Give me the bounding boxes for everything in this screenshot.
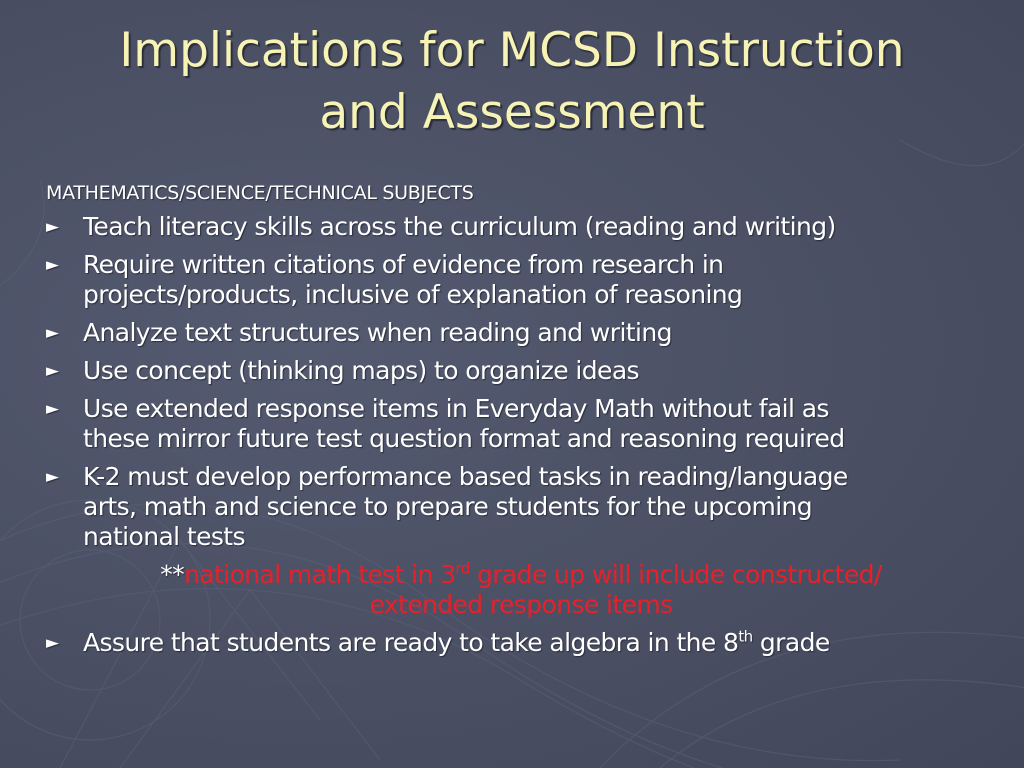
bullet-item <box>46 356 996 386</box>
note-superscript: rd <box>455 559 470 578</box>
bullet-text: these mirror future test question format and reasoning required <box>83 424 845 453</box>
section-subheading: MATHEMATICS/SCIENCE/TECHNICAL SUBJECTS <box>46 182 474 204</box>
bullet-text: Use concept (thinking maps) to organize ideas <box>83 356 639 385</box>
bullet-item <box>46 318 996 348</box>
bullet-list <box>46 212 996 666</box>
note-text: national math test in 3 <box>184 560 456 589</box>
title-line-1: Implications for MCSD Instruction <box>119 23 905 78</box>
bullet-arrow-icon: ► <box>46 323 59 343</box>
bullet-item <box>46 394 996 454</box>
note-text: extended response items <box>369 590 673 619</box>
bullet-item <box>46 628 996 658</box>
bullet-text: Analyze text structures when reading and writing <box>83 318 672 347</box>
bullet-text: Teach literacy skills across the curriculum (reading and writing) <box>83 212 836 241</box>
bullet-text: arts, math and science to prepare students for the upcoming <box>83 492 813 521</box>
note-text: grade up will include constructed/ <box>469 560 882 589</box>
bullet-arrow-icon: ► <box>46 399 59 419</box>
bullet-text: projects/products, inclusive of explanation of reasoning <box>83 280 743 309</box>
bullet-text: Assure that students are ready to take algebra in the 8 <box>83 628 739 657</box>
bullet-text: K-2 must develop performance based tasks in reading/language <box>83 462 848 491</box>
bullet-arrow-icon: ► <box>46 361 59 381</box>
bullet-arrow-icon: ► <box>46 467 59 487</box>
title-line-2: and Assessment <box>319 85 705 140</box>
bullet-arrow-icon: ► <box>46 633 59 653</box>
bullet-text: Use extended response items in Everyday Math without fail as <box>83 394 829 423</box>
bullet-arrow-icon: ► <box>46 255 59 275</box>
bullet-text: grade <box>752 628 830 657</box>
bullet-text: national tests <box>83 522 245 551</box>
note-prefix: ** <box>160 560 185 589</box>
bullet-item <box>46 212 996 242</box>
bullet-superscript: th <box>738 627 753 646</box>
bullet-text: Require written citations of evidence from research in <box>83 250 724 279</box>
bullet-arrow-icon: ► <box>46 217 59 237</box>
bullet-item <box>46 250 996 310</box>
constructed-response-note <box>46 560 996 620</box>
bullet-item <box>46 462 996 552</box>
slide-title <box>0 20 1024 144</box>
